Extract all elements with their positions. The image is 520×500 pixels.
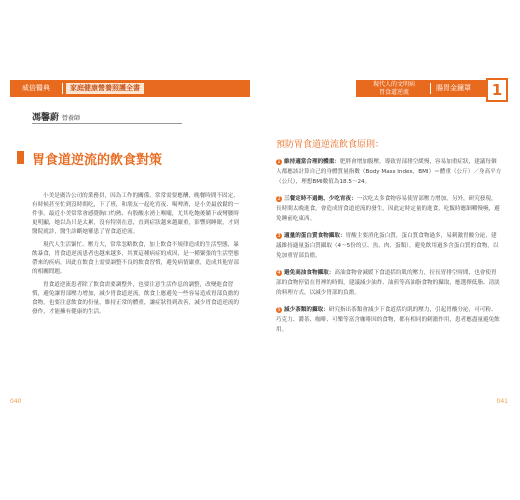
chapter-title: [364, 81, 424, 96]
number-bullet-icon: 1: [277, 158, 281, 165]
item-text: 胃酸主要消化蛋白質，蛋白質食物過多，易刺激胃酸分泌，建議維持適量蛋白質攝取（4～5份的豆、魚、肉、蛋類），避免飲用過多含蛋白質的食物，以免加重胃部負擔。: [276, 233, 499, 259]
section-title: 預防胃食道逆流飲食原則：: [276, 140, 385, 150]
number-bullet-icon: 4: [277, 269, 281, 276]
item-text: 研究指出茶類會減少下食道括約肌的壓力，引起胃酸分泌，可可粉、巧克力、濃茶、咖啡、可樂等富含咖啡因的食物，都有相同的刺激作用，患者應盡量避免飲用。: [276, 307, 500, 333]
series-label: 威倍醫典: [22, 84, 50, 92]
list-item: [276, 157, 502, 187]
section-label: 腸胃金鐘罩: [436, 84, 471, 92]
title-accent-bar: [17, 151, 24, 164]
right-page: [268, 72, 508, 405]
header-divider: [62, 83, 63, 94]
book-title-tag: 家庭健康營養照護全書: [66, 83, 144, 94]
chapter-number-box: 1: [486, 78, 508, 102]
list-item: [276, 194, 502, 224]
list-item: [276, 231, 502, 261]
left-page: [10, 72, 250, 405]
item-lead: 適量的蛋白質食物攝取：: [284, 233, 346, 239]
chapter-title-line: 胃食道逆流: [378, 88, 409, 96]
item-text: 高油食物會減緩下食道括約肌的壓力，拉長胃排空時間，也會使胃部的食物停留在胃裡的時間，建議減少油炸、油煎等高油脂食物的攝取，應選擇低脂、清淡的料理方式，以減少胃部的負擔。: [276, 270, 500, 296]
chapter-title-line: 現代人的文明病: [372, 81, 415, 88]
body-paragraph: 現代人生活緊忙、壓力大，常常忽略飲食，加上飲食不規律造成的生活型態，暴飲暴食，胃食道逆流患者也越來越多，其實這種病症的成因，是一種緊張的生活型態帶來的疾病，因此在飲食上需要調整不良的飲食習慣，避免病情嚴重，造成其他胃部的相關問題。: [32, 242, 239, 275]
article-body: [32, 192, 244, 321]
author-name: 馮馨蔚: [32, 113, 60, 123]
author-byline: [32, 110, 80, 123]
body-paragraph: 小美是廣告公司的業務員，因為工作的關係，常常需要應酬，晚餐時間不固定，有時候甚至忙到沒時間吃，下了班，和朋友一起吃宵夜、喝啤酒，是小美最放鬆的一件事。最近小美常常會感覺胸口灼熱、有股酸水湧上喉嚨，尤其吃飽後躺下或彎腰時更明顯，她以為只是太累，沒有特別在意，直到症狀越來越嚴重，影響到睡眠，才到醫院就診，醫生診斷她罹患了胃食道逆流。: [32, 193, 239, 235]
item-text: 一次吃太多食物容易使胃部壓力增加，另外，研究發現，長時間太晚進食，會造成胃食道逆流的發生，因此定時定量的進食，吃飯時應細嚼慢嚥，避免睡前吃東西。: [276, 196, 500, 222]
item-lead: 避免高油食物攝取：: [284, 270, 335, 276]
number-bullet-icon: 3: [277, 232, 281, 239]
body-paragraph: 胃食道逆流患者除了飲食需要調整外，也要注意生活作息的調整，改變進食習慣，避免讓胃部壓力增加，減少胃食道逆流，飲食上應避免一些容易造成胃部負擔的食物，也要注意飲食的份量，維持正常的體重，讓症狀得到改善，減少胃食道逆流的發作，才能擁有健康的生活。: [32, 282, 239, 315]
item-lead: 維持適當合理的體重：: [284, 159, 340, 165]
right-running-header: [356, 80, 508, 97]
list-item: [276, 268, 502, 298]
item-lead: 三餐定時不過飽、少吃宵夜：: [284, 196, 357, 202]
item-lead: 減少茶類的攝取：: [284, 307, 329, 313]
header-divider: [430, 83, 431, 94]
author-role: 營養師: [62, 115, 81, 122]
page-number: 041: [496, 398, 508, 405]
list-item: [276, 305, 502, 335]
page-number: 040: [10, 398, 22, 405]
item-text: 肥胖會增加腹壓，導致胃部排空緩慢，容易加重症狀，建議每個人都應該計算自己的身體質量指數（Body Mass Index，BMI）＝體重（公斤）／身高平方（公尺），理想BMI數值為18.5～24。: [276, 159, 502, 185]
author-underline: [32, 123, 182, 124]
number-bullet-icon: 2: [277, 195, 281, 202]
number-bullet-icon: 5: [277, 306, 281, 313]
article-title: 胃食道逆流的飲食對策: [32, 153, 163, 168]
left-running-header: [10, 80, 250, 97]
principles-list: [276, 157, 502, 342]
